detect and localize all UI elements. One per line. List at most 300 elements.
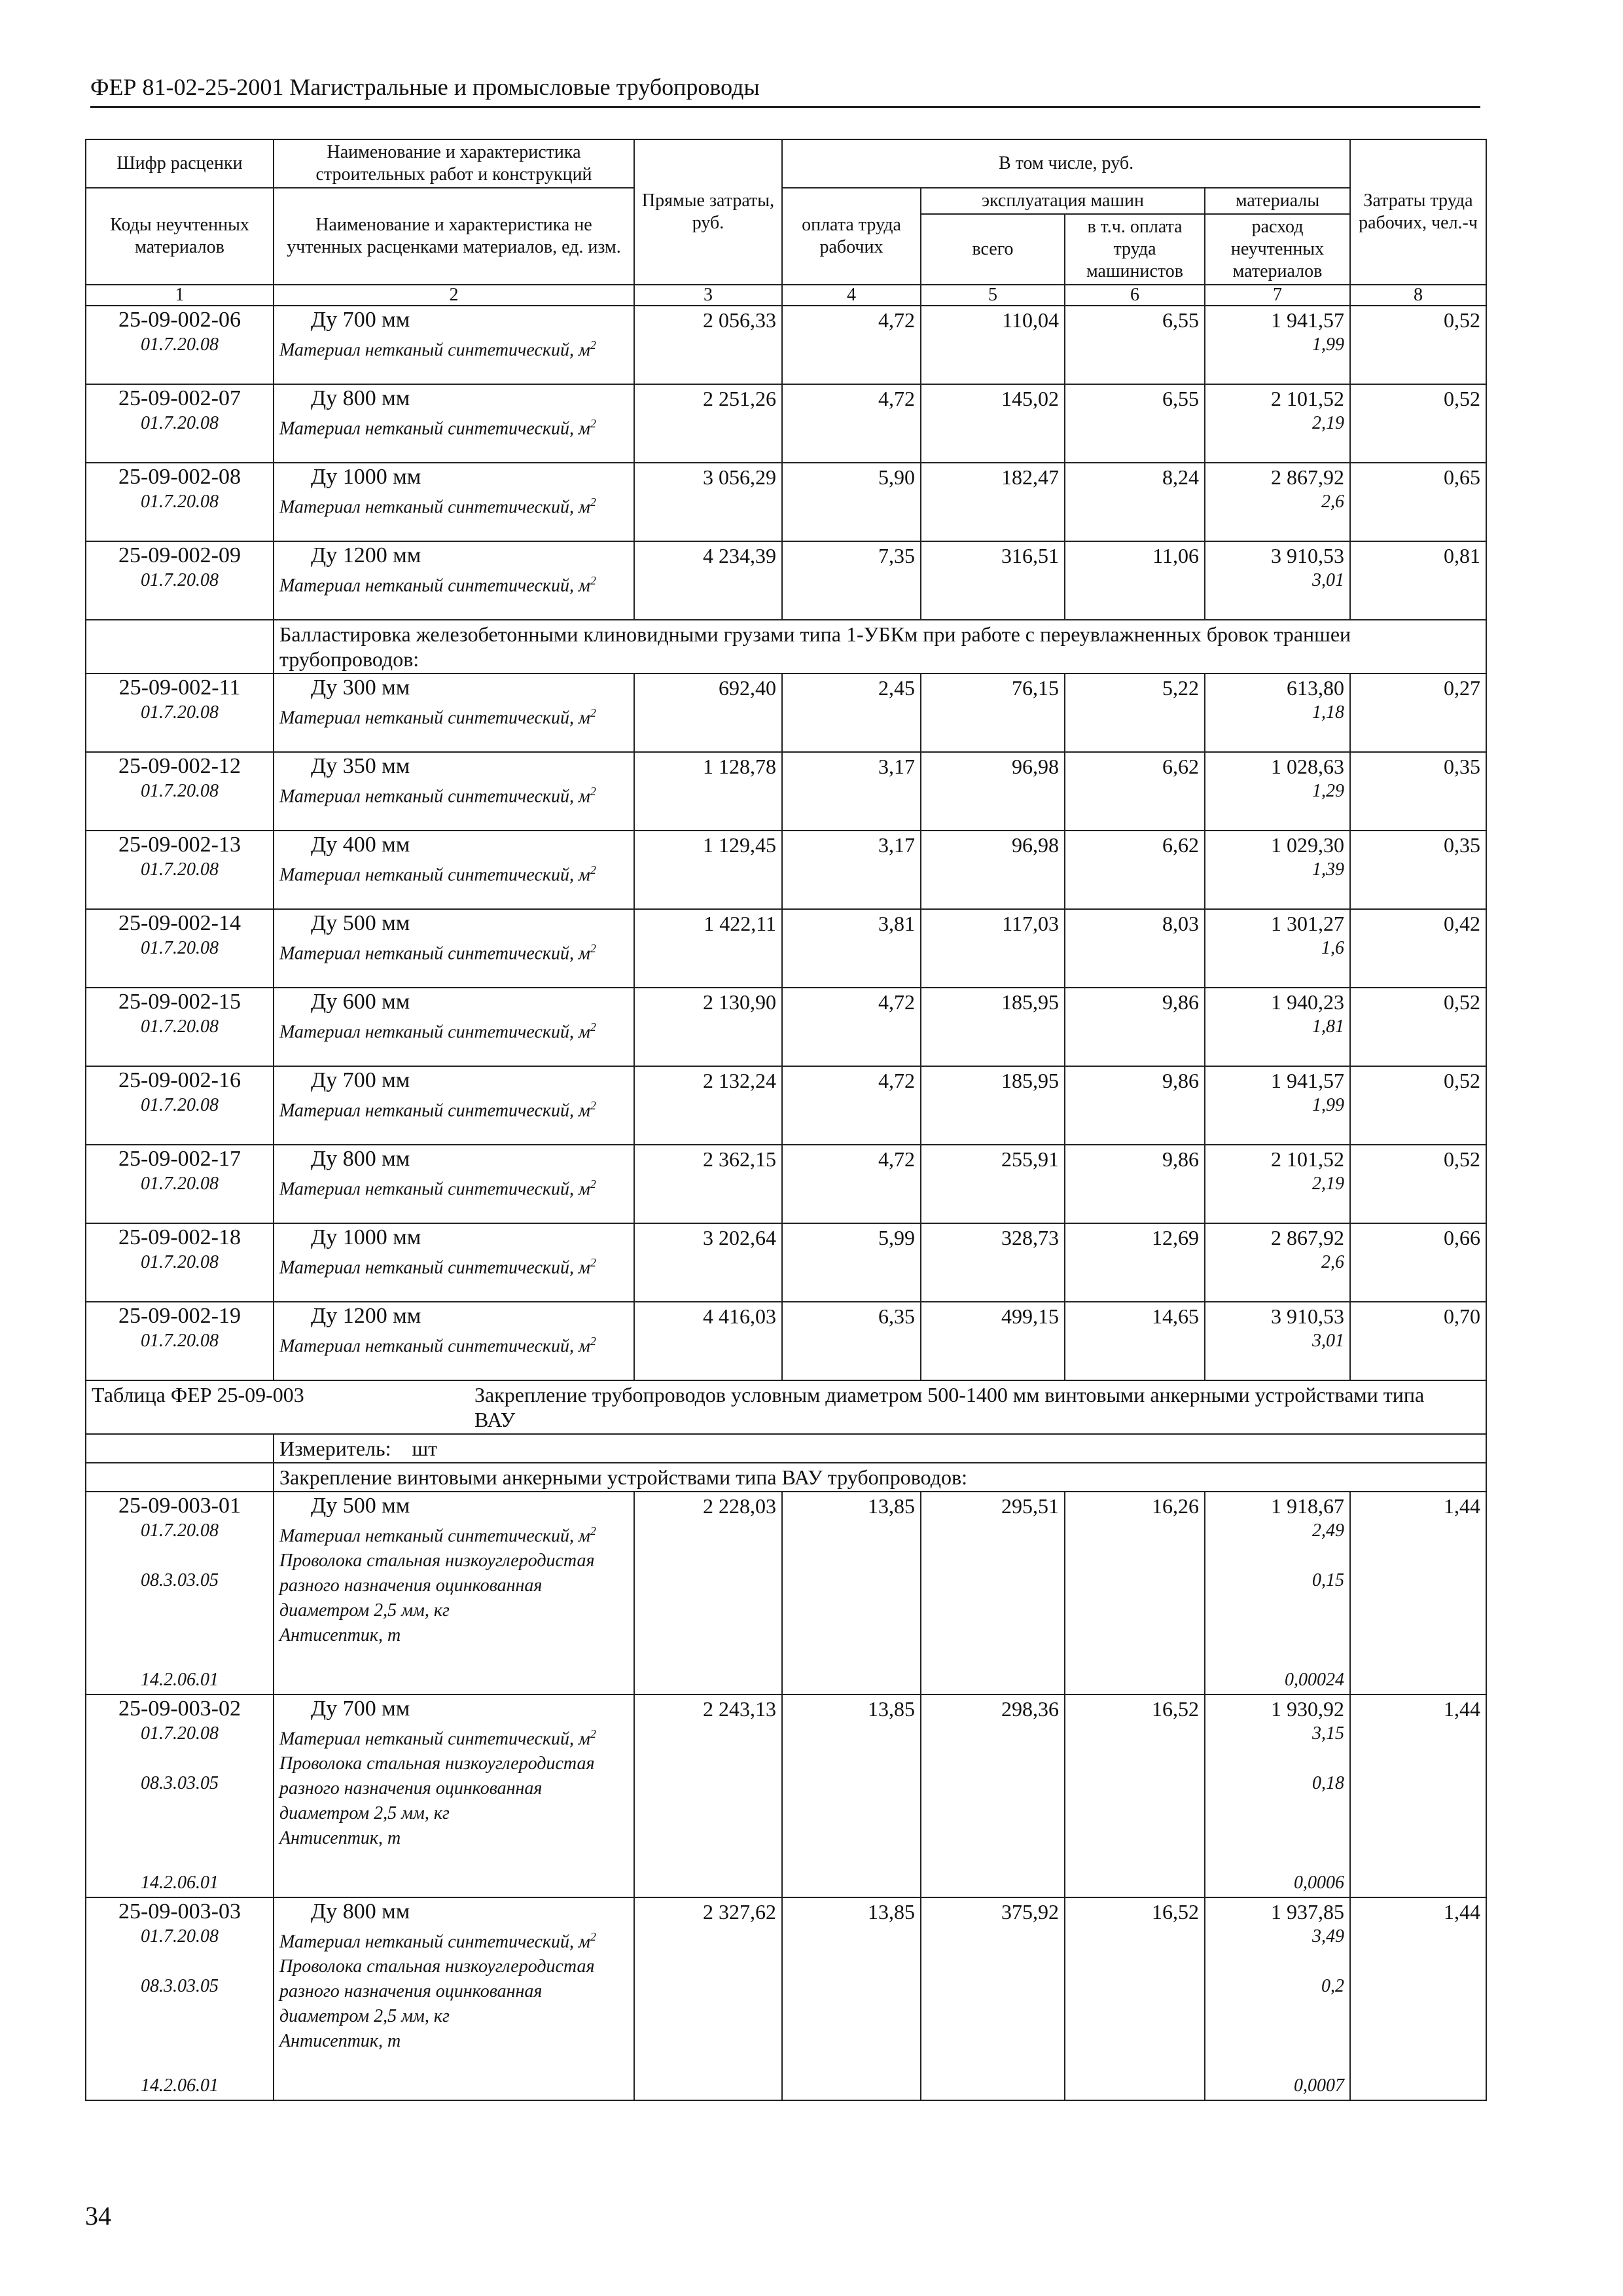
material-name: Материал нетканый синтетический, $м^2$ bbox=[279, 1020, 596, 1043]
material-qty: 3,49 bbox=[1312, 1926, 1345, 1946]
work-name: Ду 1000 мм bbox=[311, 1225, 421, 1249]
machinists-pay: 11,06 bbox=[1065, 541, 1205, 620]
antiseptic-qty: 0,00024 bbox=[1285, 1670, 1345, 1690]
material-code: 01.7.20.08 bbox=[141, 1926, 219, 1946]
work-name: Ду 800 мм bbox=[311, 386, 410, 410]
page-header: ФЕР 81-02-25-2001 Магистральные и промысловые трубопроводы bbox=[90, 73, 1480, 108]
material-code: 01.7.20.08 bbox=[141, 938, 219, 958]
name-cell bbox=[274, 384, 634, 463]
work-name: Ду 500 мм bbox=[311, 911, 410, 935]
direct-cost: 2 362,15 bbox=[634, 1145, 782, 1223]
wire-code: 08.3.03.05 bbox=[141, 1976, 219, 1996]
machinists-pay: 8,03 bbox=[1065, 909, 1205, 988]
machines-total: 117,03 bbox=[921, 909, 1065, 988]
material-code: 01.7.20.08 bbox=[141, 413, 219, 433]
machinists-pay: 14,65 bbox=[1065, 1302, 1205, 1380]
col-num-6: 6 bbox=[1065, 285, 1205, 306]
table-row bbox=[86, 1302, 1486, 1380]
spacer bbox=[92, 725, 268, 750]
table-row bbox=[86, 673, 1486, 752]
machinists-pay: 6,62 bbox=[1065, 752, 1205, 831]
materials-cost: 2 101,52 bbox=[1271, 1147, 1345, 1171]
spacer bbox=[92, 1118, 268, 1143]
code-cell bbox=[86, 384, 274, 463]
labor-pay: 4,72 bbox=[782, 1145, 921, 1223]
machines-total: 110,04 bbox=[921, 306, 1065, 384]
spacer bbox=[92, 1949, 268, 1974]
table-row bbox=[86, 752, 1486, 831]
th-labor-pay: оплата труда рабочих bbox=[782, 188, 921, 285]
col-num-5: 5 bbox=[921, 285, 1065, 306]
square-superscript: 2 bbox=[590, 1727, 596, 1740]
materials-cell bbox=[1205, 988, 1350, 1066]
materials-cost: 1 930,92 bbox=[1271, 1697, 1345, 1721]
table-row bbox=[86, 1695, 1486, 1897]
labor-cost: 0,52 bbox=[1350, 306, 1486, 384]
square-superscript: 2 bbox=[590, 1524, 596, 1537]
spacer bbox=[1211, 1543, 1344, 1568]
spacer bbox=[1211, 1746, 1344, 1771]
material-name: Материал нетканый синтетический, $м^2$ bbox=[279, 495, 596, 518]
measure-label: Измеритель: bbox=[279, 1437, 391, 1460]
work-name: Ду 400 мм bbox=[311, 833, 410, 857]
labor-cost: 0,35 bbox=[1350, 831, 1486, 909]
name-cell bbox=[274, 1223, 634, 1302]
work-name: Ду 600 мм bbox=[311, 990, 410, 1014]
name-cell bbox=[274, 541, 634, 620]
table-row bbox=[86, 463, 1486, 541]
labor-pay: 13,85 bbox=[782, 1492, 921, 1695]
labor-cost: 0,35 bbox=[1350, 752, 1486, 831]
material-qty: 1,6 bbox=[1321, 938, 1345, 958]
col-num-4: 4 bbox=[782, 285, 921, 306]
materials-cell bbox=[1205, 1145, 1350, 1223]
rows-section-a bbox=[86, 306, 1486, 620]
labor-pay: 13,85 bbox=[782, 1695, 921, 1897]
rate-code: 25-09-002-19 bbox=[118, 1304, 241, 1328]
materials-cost: 1 029,30 bbox=[1271, 833, 1345, 857]
material-qty: 2,19 bbox=[1312, 1174, 1345, 1194]
code-cell bbox=[86, 1695, 274, 1897]
spacer bbox=[92, 961, 268, 986]
rate-code: 25-09-003-01 bbox=[118, 1494, 241, 1518]
wire-name: Проволока стальная низкоуглеродистая разного назначения оцинкованная диаметром 2,5 мм, кг bbox=[279, 1956, 595, 2027]
machinists-pay: 9,86 bbox=[1065, 1145, 1205, 1223]
th-code-top: Шифр расценки bbox=[86, 139, 274, 188]
machines-total: 76,15 bbox=[921, 673, 1065, 752]
square-superscript: 2 bbox=[590, 574, 596, 587]
work-name: Ду 300 мм bbox=[311, 675, 410, 700]
work-name: Ду 500 мм bbox=[311, 1494, 410, 1518]
material-code: 01.7.20.08 bbox=[141, 492, 219, 512]
code-cell bbox=[86, 1145, 274, 1223]
machines-total: 145,02 bbox=[921, 384, 1065, 463]
measure-spacer bbox=[86, 1434, 274, 1463]
table-row bbox=[86, 541, 1486, 620]
group-b-spacer bbox=[86, 620, 274, 673]
col-num-8: 8 bbox=[1350, 285, 1486, 306]
materials-cell bbox=[1205, 1695, 1350, 1897]
square-superscript: 2 bbox=[590, 1930, 596, 1943]
measure-unit: шт bbox=[412, 1437, 438, 1460]
machinists-pay: 12,69 bbox=[1065, 1223, 1205, 1302]
materials-cost: 613,80 bbox=[1287, 676, 1345, 700]
materials-cost: 1 028,63 bbox=[1271, 755, 1345, 778]
direct-cost: 692,40 bbox=[634, 673, 782, 752]
table-c-title: Закрепление трубопроводов условным диаметром 500-1400 мм винтовыми анкерными устройствами типа ВАУ bbox=[474, 1383, 1425, 1431]
square-superscript: 2 bbox=[590, 942, 596, 955]
materials-cost: 1 301,27 bbox=[1271, 912, 1345, 935]
col-num-7: 7 bbox=[1205, 285, 1350, 306]
group-c-title: Закрепление винтовыми анкерными устройствами типа ВАУ трубопроводов: bbox=[274, 1463, 1486, 1492]
name-cell bbox=[274, 673, 634, 752]
rate-code: 25-09-002-14 bbox=[118, 911, 241, 935]
direct-cost: 3 056,29 bbox=[634, 463, 782, 541]
machinists-pay: 16,52 bbox=[1065, 1695, 1205, 1897]
wire-qty: 0,18 bbox=[1312, 1773, 1345, 1793]
materials-cell bbox=[1205, 909, 1350, 988]
th-materials-unacc: расход неучтенных материалов bbox=[1205, 214, 1350, 285]
material-name: Материал нетканый синтетический, $м^2$ bbox=[279, 417, 596, 439]
square-superscript: 2 bbox=[590, 863, 596, 876]
square-superscript: 2 bbox=[590, 1020, 596, 1033]
th-materials: материалы bbox=[1205, 188, 1350, 214]
materials-cost: 1 941,57 bbox=[1271, 308, 1345, 332]
labor-cost: 1,44 bbox=[1350, 1492, 1486, 1695]
machinists-pay: 6,55 bbox=[1065, 384, 1205, 463]
material-code: 01.7.20.08 bbox=[141, 702, 219, 723]
material-qty: 2,49 bbox=[1312, 1520, 1345, 1541]
labor-pay: 2,45 bbox=[782, 673, 921, 752]
name-cell bbox=[274, 988, 634, 1066]
labor-cost: 0,27 bbox=[1350, 673, 1486, 752]
labor-pay: 4,72 bbox=[782, 988, 921, 1066]
labor-cost: 0,52 bbox=[1350, 384, 1486, 463]
material-qty: 2,6 bbox=[1321, 492, 1345, 512]
material-qty: 3,01 bbox=[1312, 570, 1345, 590]
materials-cell bbox=[1205, 1897, 1350, 2100]
materials-cell bbox=[1205, 752, 1350, 831]
table-row bbox=[86, 1492, 1486, 1695]
code-cell bbox=[86, 752, 274, 831]
th-machines-total: всего bbox=[921, 214, 1065, 285]
material-name: Материал нетканый синтетический, $м^2$ bbox=[279, 942, 596, 964]
code-cell bbox=[86, 988, 274, 1066]
material-code: 01.7.20.08 bbox=[141, 859, 219, 880]
spacer bbox=[1211, 1949, 1344, 1974]
work-name: Ду 1000 мм bbox=[311, 465, 421, 489]
rows-section-c bbox=[86, 1492, 1486, 2100]
code-cell bbox=[86, 909, 274, 988]
direct-cost: 4 234,39 bbox=[634, 541, 782, 620]
rate-code: 25-09-002-09 bbox=[118, 543, 241, 567]
labor-cost: 1,44 bbox=[1350, 1897, 1486, 2100]
square-superscript: 2 bbox=[590, 1099, 596, 1112]
machinists-pay: 6,55 bbox=[1065, 306, 1205, 384]
rate-code: 25-09-002-12 bbox=[118, 754, 241, 778]
square-superscript: 2 bbox=[590, 1335, 596, 1348]
table-row bbox=[86, 1145, 1486, 1223]
spacer bbox=[92, 1196, 268, 1221]
machines-total: 96,98 bbox=[921, 752, 1065, 831]
direct-cost: 2 228,03 bbox=[634, 1492, 782, 1695]
machinists-pay: 8,24 bbox=[1065, 463, 1205, 541]
labor-cost: 1,44 bbox=[1350, 1695, 1486, 1897]
spacer bbox=[92, 1796, 268, 1871]
table-row bbox=[86, 1897, 1486, 2100]
machines-total: 185,95 bbox=[921, 988, 1065, 1066]
labor-pay: 3,17 bbox=[782, 831, 921, 909]
th-direct: Прямые затраты, руб. bbox=[634, 139, 782, 285]
direct-cost: 2 327,62 bbox=[634, 1897, 782, 2100]
labor-pay: 6,35 bbox=[782, 1302, 921, 1380]
measure-cell bbox=[274, 1434, 1486, 1463]
work-name: Ду 800 мм bbox=[311, 1899, 410, 1924]
machines-total: 255,91 bbox=[921, 1145, 1065, 1223]
materials-cell bbox=[1205, 384, 1350, 463]
antiseptic-name: Антисептик, т bbox=[279, 1625, 401, 1646]
work-name: Ду 700 мм bbox=[311, 1696, 410, 1721]
work-name: Ду 350 мм bbox=[311, 754, 410, 778]
labor-cost: 0,42 bbox=[1350, 909, 1486, 988]
material-qty: 1,29 bbox=[1312, 781, 1345, 801]
machines-total: 316,51 bbox=[921, 541, 1065, 620]
materials-cost: 1 940,23 bbox=[1271, 990, 1345, 1014]
material-code: 01.7.20.08 bbox=[141, 1331, 219, 1351]
material-code: 01.7.20.08 bbox=[141, 334, 219, 355]
materials-cell bbox=[1205, 1066, 1350, 1145]
materials-cost: 3 910,53 bbox=[1271, 544, 1345, 567]
spacer bbox=[1211, 1999, 1344, 2073]
spacer bbox=[92, 1275, 268, 1300]
labor-pay: 5,99 bbox=[782, 1223, 921, 1302]
material-qty: 1,99 bbox=[1312, 1095, 1345, 1115]
material-code: 01.7.20.08 bbox=[141, 1016, 219, 1037]
square-superscript: 2 bbox=[590, 785, 596, 798]
wire-name: Проволока стальная низкоуглеродистая разного назначения оцинкованная диаметром 2,5 мм, кг bbox=[279, 1753, 595, 1824]
antiseptic-code: 14.2.06.01 bbox=[141, 1873, 219, 1893]
name-cell bbox=[274, 463, 634, 541]
page-number: 34 bbox=[85, 2201, 111, 2231]
spacer bbox=[92, 1354, 268, 1378]
work-name: Ду 1200 мм bbox=[311, 1304, 421, 1328]
materials-cost: 1 941,57 bbox=[1271, 1069, 1345, 1092]
code-cell bbox=[86, 673, 274, 752]
materials-cost: 1 937,85 bbox=[1271, 1900, 1345, 1924]
work-name: Ду 1200 мм bbox=[311, 543, 421, 567]
direct-cost: 2 130,90 bbox=[634, 988, 782, 1066]
material-qty: 2,6 bbox=[1321, 1252, 1345, 1272]
wire-code: 08.3.03.05 bbox=[141, 1773, 219, 1793]
name-cell bbox=[274, 1066, 634, 1145]
material-code: 01.7.20.08 bbox=[141, 1252, 219, 1272]
material-name: Материал нетканый синтетический, $м^2$ bbox=[279, 1256, 596, 1278]
name-cell bbox=[274, 306, 634, 384]
square-superscript: 2 bbox=[590, 706, 596, 719]
machinists-pay: 9,86 bbox=[1065, 988, 1205, 1066]
antiseptic-qty: 0,0006 bbox=[1294, 1873, 1345, 1893]
rate-code: 25-09-002-17 bbox=[118, 1147, 241, 1171]
direct-cost: 1 128,78 bbox=[634, 752, 782, 831]
table-c-title-cell bbox=[86, 1380, 1486, 1434]
machines-total: 328,73 bbox=[921, 1223, 1065, 1302]
material-qty: 1,39 bbox=[1312, 859, 1345, 880]
material-name: Материал нетканый синтетический, $м^2$ bbox=[279, 785, 596, 807]
direct-cost: 2 251,26 bbox=[634, 384, 782, 463]
group-b-title: Балластировка железобетонными клиновидными грузами типа 1-УБКм при работе с переувлажненных бровок траншеи трубопроводов: bbox=[274, 620, 1486, 673]
material-qty: 3,15 bbox=[1312, 1723, 1345, 1744]
th-incl: В том числе, руб. bbox=[782, 139, 1350, 188]
work-name: Ду 700 мм bbox=[311, 308, 410, 332]
machinists-pay: 9,86 bbox=[1065, 1066, 1205, 1145]
spacer bbox=[92, 1746, 268, 1771]
table-c-header bbox=[86, 1380, 1486, 1492]
code-cell bbox=[86, 831, 274, 909]
machines-total: 499,15 bbox=[921, 1302, 1065, 1380]
wire-code: 08.3.03.05 bbox=[141, 1570, 219, 1590]
material-qty: 1,99 bbox=[1312, 334, 1345, 355]
table-row bbox=[86, 1066, 1486, 1145]
name-cell bbox=[274, 1492, 634, 1695]
rate-code: 25-09-003-03 bbox=[118, 1899, 241, 1924]
direct-cost: 2 243,13 bbox=[634, 1695, 782, 1897]
material-name: Материал нетканый синтетический, $м^2$ bbox=[279, 1727, 596, 1749]
material-code: 01.7.20.08 bbox=[141, 1174, 219, 1194]
antiseptic-qty: 0,0007 bbox=[1294, 2075, 1345, 2096]
th-name-bottom: Наименование и характеристика не учтенных расценками материалов, ед. изм. bbox=[274, 188, 634, 285]
material-qty: 2,19 bbox=[1312, 413, 1345, 433]
labor-pay: 4,72 bbox=[782, 1066, 921, 1145]
spacer bbox=[92, 514, 268, 539]
code-cell bbox=[86, 1302, 274, 1380]
direct-cost: 1 129,45 bbox=[634, 831, 782, 909]
spacer bbox=[92, 1543, 268, 1568]
name-cell bbox=[274, 1145, 634, 1223]
machines-total: 375,92 bbox=[921, 1897, 1065, 2100]
material-name: Материал нетканый синтетический, $м^2$ bbox=[279, 1930, 596, 1952]
rate-code: 25-09-002-16 bbox=[118, 1068, 241, 1092]
spacer bbox=[1211, 1796, 1344, 1871]
rate-code: 25-09-002-15 bbox=[118, 990, 241, 1014]
code-cell bbox=[86, 1066, 274, 1145]
materials-cost: 1 918,67 bbox=[1271, 1494, 1345, 1518]
materials-cell bbox=[1205, 1223, 1350, 1302]
labor-cost: 0,52 bbox=[1350, 988, 1486, 1066]
material-name: Материал нетканый синтетический, $м^2$ bbox=[279, 338, 596, 361]
code-cell bbox=[86, 541, 274, 620]
material-code: 01.7.20.08 bbox=[141, 570, 219, 590]
spacer bbox=[92, 1999, 268, 2073]
code-cell bbox=[86, 463, 274, 541]
col-num-3: 3 bbox=[634, 285, 782, 306]
direct-cost: 3 202,64 bbox=[634, 1223, 782, 1302]
material-qty: 1,18 bbox=[1312, 702, 1345, 723]
square-superscript: 2 bbox=[590, 338, 596, 351]
material-code: 01.7.20.08 bbox=[141, 1095, 219, 1115]
name-cell bbox=[274, 752, 634, 831]
rows-section-b bbox=[86, 673, 1486, 1380]
antiseptic-name: Антисептик, т bbox=[279, 2031, 401, 2052]
material-qty: 1,81 bbox=[1312, 1016, 1345, 1037]
materials-cell bbox=[1205, 541, 1350, 620]
code-cell bbox=[86, 1897, 274, 2100]
labor-pay: 5,90 bbox=[782, 463, 921, 541]
material-name: Материал нетканый синтетический, $м^2$ bbox=[279, 863, 596, 886]
name-cell bbox=[274, 1302, 634, 1380]
labor-pay: 4,72 bbox=[782, 384, 921, 463]
square-superscript: 2 bbox=[590, 1256, 596, 1269]
labor-cost: 0,65 bbox=[1350, 463, 1486, 541]
spacer bbox=[92, 882, 268, 907]
labor-cost: 0,70 bbox=[1350, 1302, 1486, 1380]
labor-pay: 4,72 bbox=[782, 306, 921, 384]
material-name: Материал нетканый синтетический, $м^2$ bbox=[279, 1524, 596, 1547]
materials-cost: 2 867,92 bbox=[1271, 465, 1345, 489]
antiseptic-code: 14.2.06.01 bbox=[141, 2075, 219, 2096]
col-num-2: 2 bbox=[274, 285, 634, 306]
materials-cost: 2 867,92 bbox=[1271, 1226, 1345, 1249]
rate-code: 25-09-003-02 bbox=[118, 1696, 241, 1721]
labor-pay: 13,85 bbox=[782, 1897, 921, 2100]
materials-cell bbox=[1205, 1492, 1350, 1695]
material-name: Материал нетканый синтетический, $м^2$ bbox=[279, 1335, 596, 1357]
table-row bbox=[86, 988, 1486, 1066]
rate-code: 25-09-002-13 bbox=[118, 833, 241, 857]
labor-cost: 0,52 bbox=[1350, 1145, 1486, 1223]
spacer bbox=[92, 804, 268, 829]
labor-pay: 3,17 bbox=[782, 752, 921, 831]
wire-qty: 0,2 bbox=[1321, 1976, 1345, 1996]
table-c-label: Таблица ФЕР 25-09-003 bbox=[92, 1383, 304, 1407]
name-cell bbox=[274, 831, 634, 909]
materials-cost: 2 101,52 bbox=[1271, 387, 1345, 410]
table-row bbox=[86, 1223, 1486, 1302]
antiseptic-name: Антисептик, т bbox=[279, 1828, 401, 1849]
table-row bbox=[86, 909, 1486, 988]
material-name: Материал нетканый синтетический, $м^2$ bbox=[279, 1099, 596, 1121]
spacer bbox=[1211, 1593, 1344, 1668]
direct-cost: 2 132,24 bbox=[634, 1066, 782, 1145]
spacer bbox=[92, 593, 268, 618]
machines-total: 298,36 bbox=[921, 1695, 1065, 1897]
machines-total: 295,51 bbox=[921, 1492, 1065, 1695]
code-cell bbox=[86, 1492, 274, 1695]
table-row bbox=[86, 831, 1486, 909]
rate-code: 25-09-002-18 bbox=[118, 1225, 241, 1249]
spacer bbox=[92, 1593, 268, 1668]
rate-code: 25-09-002-07 bbox=[118, 386, 241, 410]
th-name-top: Наименование и характеристика строительных работ и конструкций bbox=[274, 139, 634, 188]
direct-cost: 2 056,33 bbox=[634, 306, 782, 384]
labor-cost: 0,66 bbox=[1350, 1223, 1486, 1302]
table-row bbox=[86, 306, 1486, 384]
th-labor: Затраты труда рабочих, чел.-ч bbox=[1350, 139, 1486, 285]
name-cell bbox=[274, 1695, 634, 1897]
wire-qty: 0,15 bbox=[1312, 1570, 1345, 1590]
materials-cell bbox=[1205, 831, 1350, 909]
antiseptic-code: 14.2.06.01 bbox=[141, 1670, 219, 1690]
work-name: Ду 800 мм bbox=[311, 1147, 410, 1171]
price-table bbox=[85, 139, 1487, 2101]
group-b bbox=[86, 620, 1486, 673]
material-code: 01.7.20.08 bbox=[141, 1723, 219, 1744]
labor-pay: 7,35 bbox=[782, 541, 921, 620]
rate-code: 25-09-002-06 bbox=[118, 308, 241, 332]
name-cell bbox=[274, 909, 634, 988]
material-code: 01.7.20.08 bbox=[141, 781, 219, 801]
spacer bbox=[92, 1039, 268, 1064]
machines-total: 96,98 bbox=[921, 831, 1065, 909]
